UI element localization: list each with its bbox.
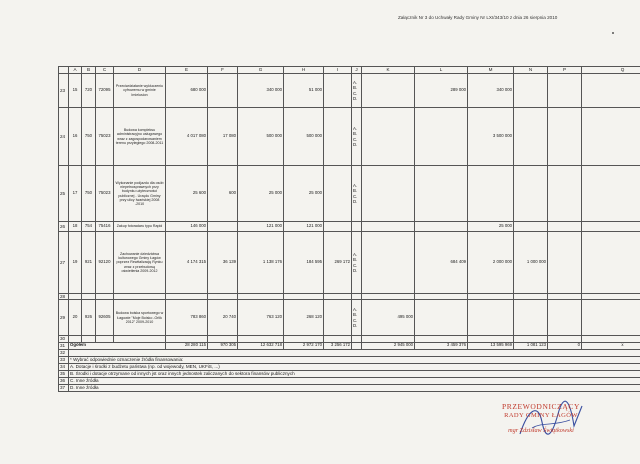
cell-k [362,74,415,108]
col-header-h: H [284,67,324,74]
row-number: 32 [59,349,69,356]
cell-g: 340 000 [238,74,284,108]
col-header-i: I [324,67,352,74]
note-text: C. Inne źródła [69,377,640,384]
note-row [59,356,640,363]
cell-lp: 19 [69,232,82,294]
cell-f: 20 740 [208,300,238,336]
col-header-f: F [208,67,238,74]
total-i: 3 256 172 [324,342,352,349]
cell-g: 1 138 176 [238,232,284,294]
cell-i: 269 172 [324,232,352,294]
col-header-m: M [468,67,514,74]
col-header-rownum [59,67,69,74]
cell-rozdzial: 75416 [96,222,114,232]
col-header-d: D [114,67,166,74]
table-row [59,232,640,294]
note-text: B. Środki i dotacje otrzymane od innych jst oraz innych jednostek zaliczanych do sektora finansów publicznych [69,370,640,377]
cell-i [324,166,352,222]
cell-i [324,74,352,108]
cell-source-letters: A. B. C. D. [352,74,362,108]
total-p: 0 [548,342,582,349]
row-number: 31 [59,342,69,349]
row-number: 28 [59,294,69,300]
row-number: 29 [59,300,69,336]
cell-dzial: 921 [82,232,96,294]
cell-rozdzial: 75023 [96,166,114,222]
row-number: 24 [59,108,69,166]
cell-l [415,108,468,166]
cell-m: 25 000 [468,222,514,232]
cell-description: Zachowanie dziedzictwa kulturowego Gminy Łagów poprzez Rewitalizację Rynku wraz z przebudową oświetlenia 2009-2012 [114,232,166,294]
cell-k [362,222,415,232]
cell-lp: 15 [69,74,82,108]
cell-rozdzial: 72095 [96,74,114,108]
cell-e: 146 000 [166,222,208,232]
col-header-b: B [82,67,96,74]
cell-n [514,74,548,108]
cell-m: 340 000 [468,74,514,108]
cell-source-letters: A. B. C. D. [352,300,362,336]
cell-q [582,166,640,222]
cell-q [582,74,640,108]
cell-source-letters: A. B. C. D. [352,108,362,166]
cell-h: 500 000 [284,108,324,166]
chairman-stamp [486,402,596,434]
cell-l [415,300,468,336]
row-number: 36 [59,377,69,384]
col-header-l: L [415,67,468,74]
cell-e: 4 017 080 [166,108,208,166]
cell-k [362,166,415,222]
row-number: 35 [59,370,69,377]
col-header-k: K [362,67,415,74]
cell-g: 500 000 [238,108,284,166]
totals-label: Ogółem [69,342,166,349]
cell-rozdzial: 92605 [96,300,114,336]
cell-m: 3 500 000 [468,108,514,166]
cell-e: 4 174 315 [166,232,208,294]
cell-h: 121 000 [284,222,324,232]
cell-description: Przeciwdziałanie wykluczeniu cyfrowemu w gminie Imielusion [114,74,166,108]
cell-e: 25 600 [166,166,208,222]
cell-dzial: 926 [82,300,96,336]
cell-description: Budowa kompleksu administracyjno usługowego wraz z zagospodarowaniem terenu przyległego 2008-2011 [114,108,166,166]
cell-q [582,222,640,232]
note-row [59,377,640,384]
scan-speck [612,32,614,34]
cell-m: 2 000 000 [468,232,514,294]
total-k: 2 945 000 [362,342,415,349]
row-number: 37 [59,384,69,391]
cell-description: Wykonanie podjazdu dla osób niepełnosprawnych przy budynku użyteczności publicznej - Urzędu Gminy przy ulicy Iwańskiej 2008 -2010 [114,166,166,222]
cell-p [548,166,582,222]
cell-i [324,108,352,166]
cell-n [514,222,548,232]
cell-lp: 16 [69,108,82,166]
cell-l: 684 409 [415,232,468,294]
row-number: 23 [59,74,69,108]
cell-f [208,74,238,108]
cell-p [548,74,582,108]
table-row [59,222,640,232]
attachment-header: Załącznik Nr 3 do Uchwały Rady Gminy Nr LXI/343/10 z dnia 26 sierpnia 2010 [398,15,558,20]
cell-description: Budowa boiska sportowego w Łagowie "Moje Boisko -Orlik 2012" 2009-2010 [114,300,166,336]
stamp-title: PRZEWODNICZĄCY [502,402,580,411]
cell-n [514,300,548,336]
cell-dzial: 750 [82,108,96,166]
cell-dzial: 720 [82,74,96,108]
column-header-row [59,67,640,74]
col-header-q: Q [582,67,640,74]
cell-f: 36 139 [208,232,238,294]
table-row [59,300,640,336]
row-number: 27 [59,232,69,294]
col-header-p: P [548,67,582,74]
cell-i [324,300,352,336]
stamp-council: RADY GMINY ŁAGÓW [504,412,578,419]
cell-n [514,166,548,222]
table-row [59,108,640,166]
cell-rozdzial: 92120 [96,232,114,294]
row-number: 33 [59,356,69,363]
cell-g: 121 000 [238,222,284,232]
stamp-name: mgr Zdzisław Świątkowski [508,427,574,434]
cell-k [362,108,415,166]
table-row [59,349,640,356]
note-row [59,363,640,370]
cell-q [582,232,640,294]
cell-k: 495 000 [362,300,415,336]
cell-l [415,222,468,232]
cell-h: 25 000 [284,166,324,222]
table-row [59,166,640,222]
note-text: * Wybrać odpowiednie oznaczenie źródła finansowania: [69,356,640,363]
cell-f: 600 [208,166,238,222]
total-f: 970 305 [208,342,238,349]
cell-h: 51 000 [284,74,324,108]
col-header-e: E [166,67,208,74]
row-number: 26 [59,222,69,232]
cell-f [208,222,238,232]
cell-source-letters: A. B. C. D. [352,232,362,294]
cell-n: 1 000 000 [514,232,548,294]
cell-source-letters: A. B. C. D. [352,166,362,222]
total-l: 3 459 376 [415,342,468,349]
cell-dzial: 750 [82,166,96,222]
col-header-n: N [514,67,548,74]
cell-q [582,108,640,166]
cell-g: 25 000 [238,166,284,222]
cell-lp: 20 [69,300,82,336]
note-text: A. Dotacje i środki z budżetu państwa (np. od wojewody, MEN, UKFiS, ...) [69,363,640,370]
total-g: 12 632 718 [238,342,284,349]
total-q: x [582,342,640,349]
total-n: 1 081 123 [514,342,548,349]
note-text: D. Inne źródła [69,384,640,391]
cell-p [548,108,582,166]
col-header-j: J [352,67,362,74]
cell-h: 268 120 [284,300,324,336]
cell-i [324,222,352,232]
cell-description: Zakup fotoradaru typu Rapid [114,222,166,232]
col-header-g: G [238,67,284,74]
cell-q [582,300,640,336]
cell-e: 680 000 [166,74,208,108]
cell-p [548,300,582,336]
col-header-c: C [96,67,114,74]
investment-table [58,66,640,392]
cell-e: 783 860 [166,300,208,336]
table-row [59,74,640,108]
row-number: 25 [59,166,69,222]
cell-h: 184 595 [284,232,324,294]
cell-lp: 17 [69,166,82,222]
total-e: 28 280 115 [166,342,208,349]
cell-n [514,108,548,166]
total-h: 2 972 170 [284,342,324,349]
cell-g: 763 120 [238,300,284,336]
cell-l: 289 000 [415,74,468,108]
cell-p [548,232,582,294]
cell-m [468,300,514,336]
cell-k [362,232,415,294]
cell-lp: 18 [69,222,82,232]
cell-p [548,222,582,232]
cell-l [415,166,468,222]
cell-dzial: 754 [82,222,96,232]
row-number: 30 [59,336,69,342]
note-row [59,370,640,377]
totals-row [59,342,640,349]
cell-rozdzial: 75023 [96,108,114,166]
cell-m [468,166,514,222]
note-row [59,384,640,391]
total-m: 13 595 969 [468,342,514,349]
cell-source-letters [352,222,362,232]
col-header-a: A [69,67,82,74]
row-number: 34 [59,363,69,370]
cell-f: 17 080 [208,108,238,166]
